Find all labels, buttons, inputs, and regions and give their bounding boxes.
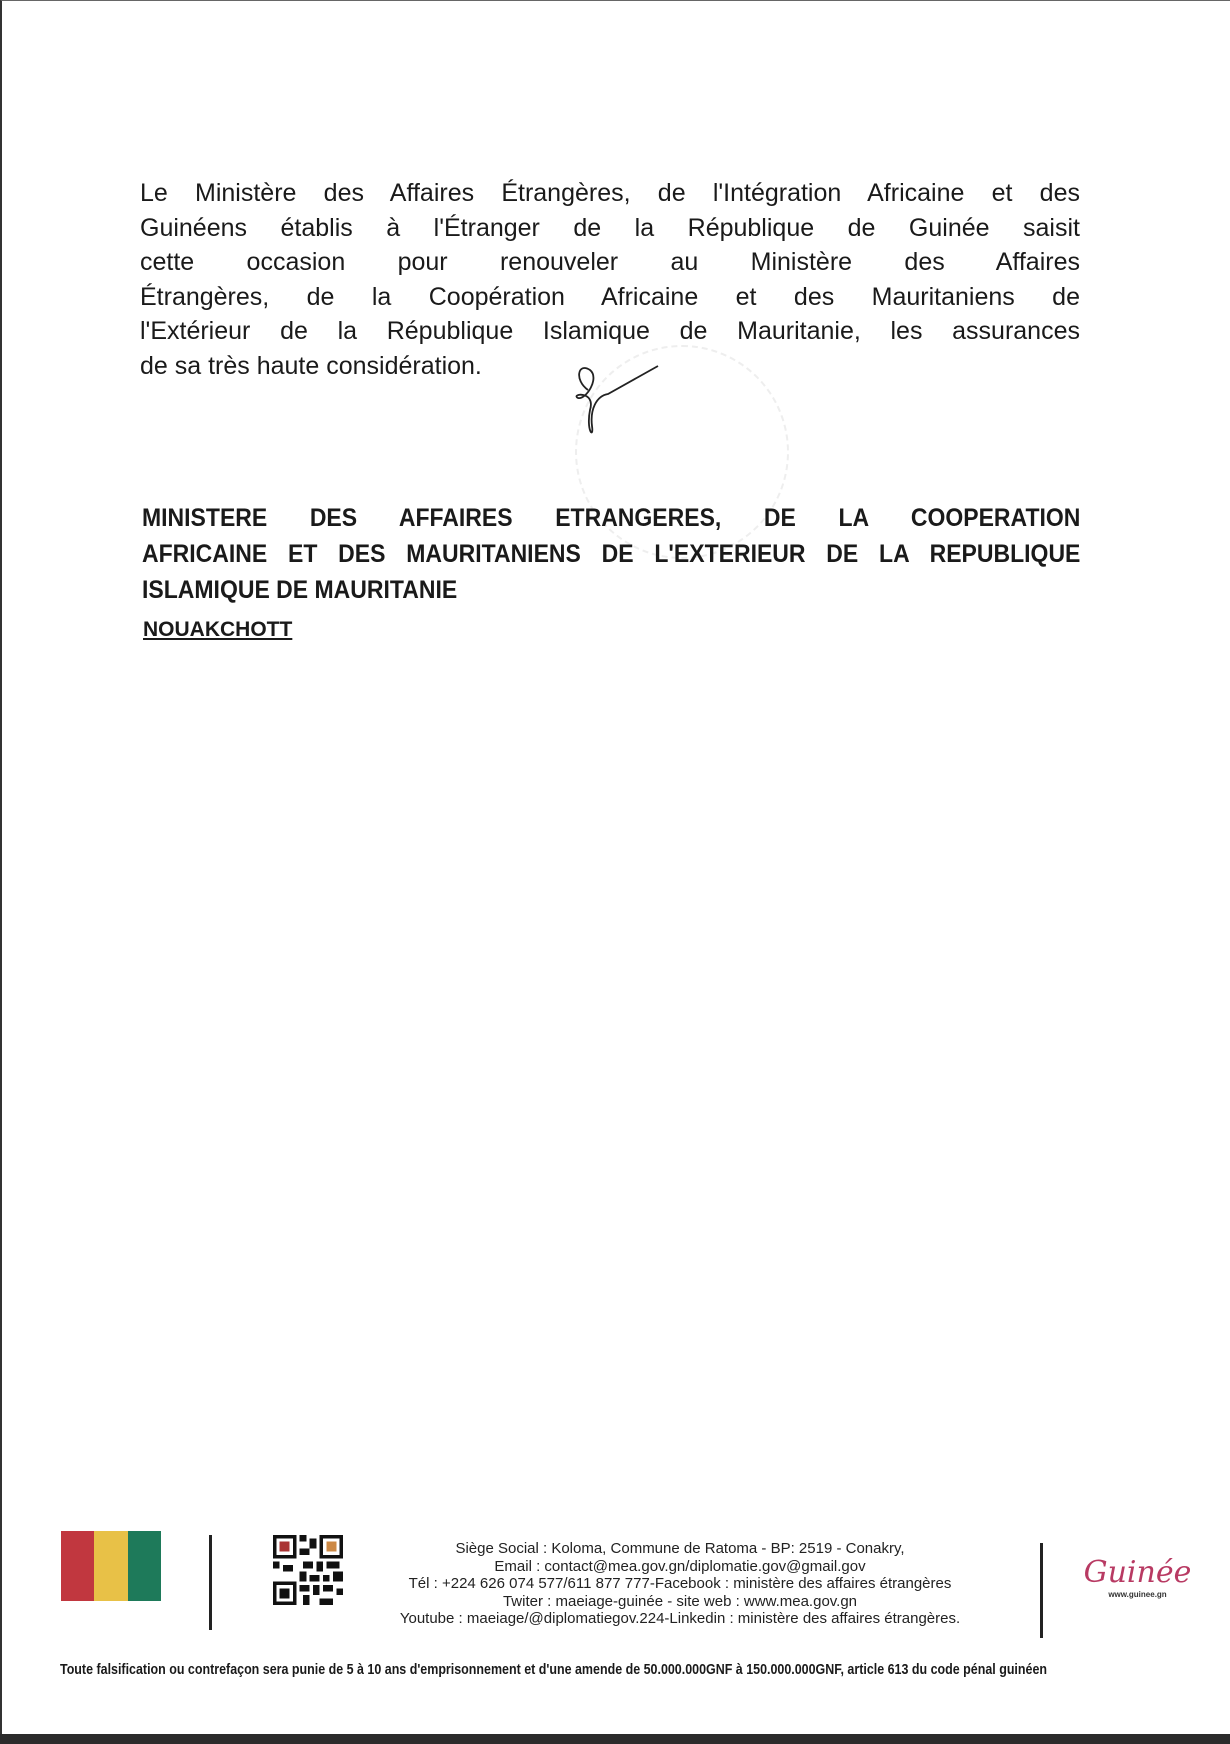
contact-phone: Tél : +224 626 074 577/611 877 777-Facebook : ministère des affaires étrangères [408,1575,952,1592]
recipient-line: ISLAMIQUE DE MAURITANIE [142,576,458,604]
recipient-line: AFRICAINE ET DES MAURITANIENS DE L'EXTERIEUR DE LA REPUBLIQUE [142,540,1081,568]
paragraph-line: de sa très haute considération. [140,351,482,380]
guinee-logo [1075,1555,1200,1599]
contact-address: Siège Social : Koloma, Commune de Ratoma - BP: 2519 - Conakry, [455,1540,905,1557]
footer-divider [209,1535,212,1630]
falsification-disclaimer: Toute falsification ou contrefaçon sera punie de 5 à 10 ans d'emprisonnement et d'une amende de 50.000.000GNF à 150.000.000GNF, article 613 du code pénal guinéen [60,1662,1048,1678]
qr-code [273,1535,343,1605]
paragraph-line: cette occasion pour renouveler au Ministère des Affaires [140,248,1080,276]
paragraph-line: l'Extérieur de la République Islamique de Mauritanie, les assurances [140,317,1080,345]
contact-info [360,1540,1000,1628]
contact-twitter: Twiter : maeiage-guinée - site web : www.mea.gov.gn [502,1592,858,1610]
page-bottom-edge [0,1734,1230,1744]
recipient-address [142,500,1081,608]
footer-divider [1040,1543,1043,1638]
contact-email: Email : contact@mea.gov.gn/diplomatie.gov@gmail.gov [494,1557,866,1575]
logo-word: Guinée [1083,1555,1192,1590]
paragraph-line: Étrangères, de la Coopération Africaine et des Mauritaniens de [140,282,1080,311]
handwritten-signature [566,360,676,450]
contact-youtube: Youtube : maeiage/@diplomatiegov.224-Linkedin : ministère des affaires étrangères. [399,1610,961,1627]
logo-url: www.guinee.gn [1108,1590,1167,1599]
guinea-flag [61,1531,161,1601]
closing-paragraph [140,176,1080,383]
paragraph-line: Le Ministère des Affaires Étrangères, de l'Intégration Africaine et des [140,179,1080,207]
recipient-city: NOUAKCHOTT [143,618,293,641]
recipient-line: MINISTERE DES AFFAIRES ETRANGERES, DE LA COOPERATION [142,504,1081,532]
paragraph-line: Guinéens établis à l'Étranger de la République de Guinée saisit [140,213,1080,242]
